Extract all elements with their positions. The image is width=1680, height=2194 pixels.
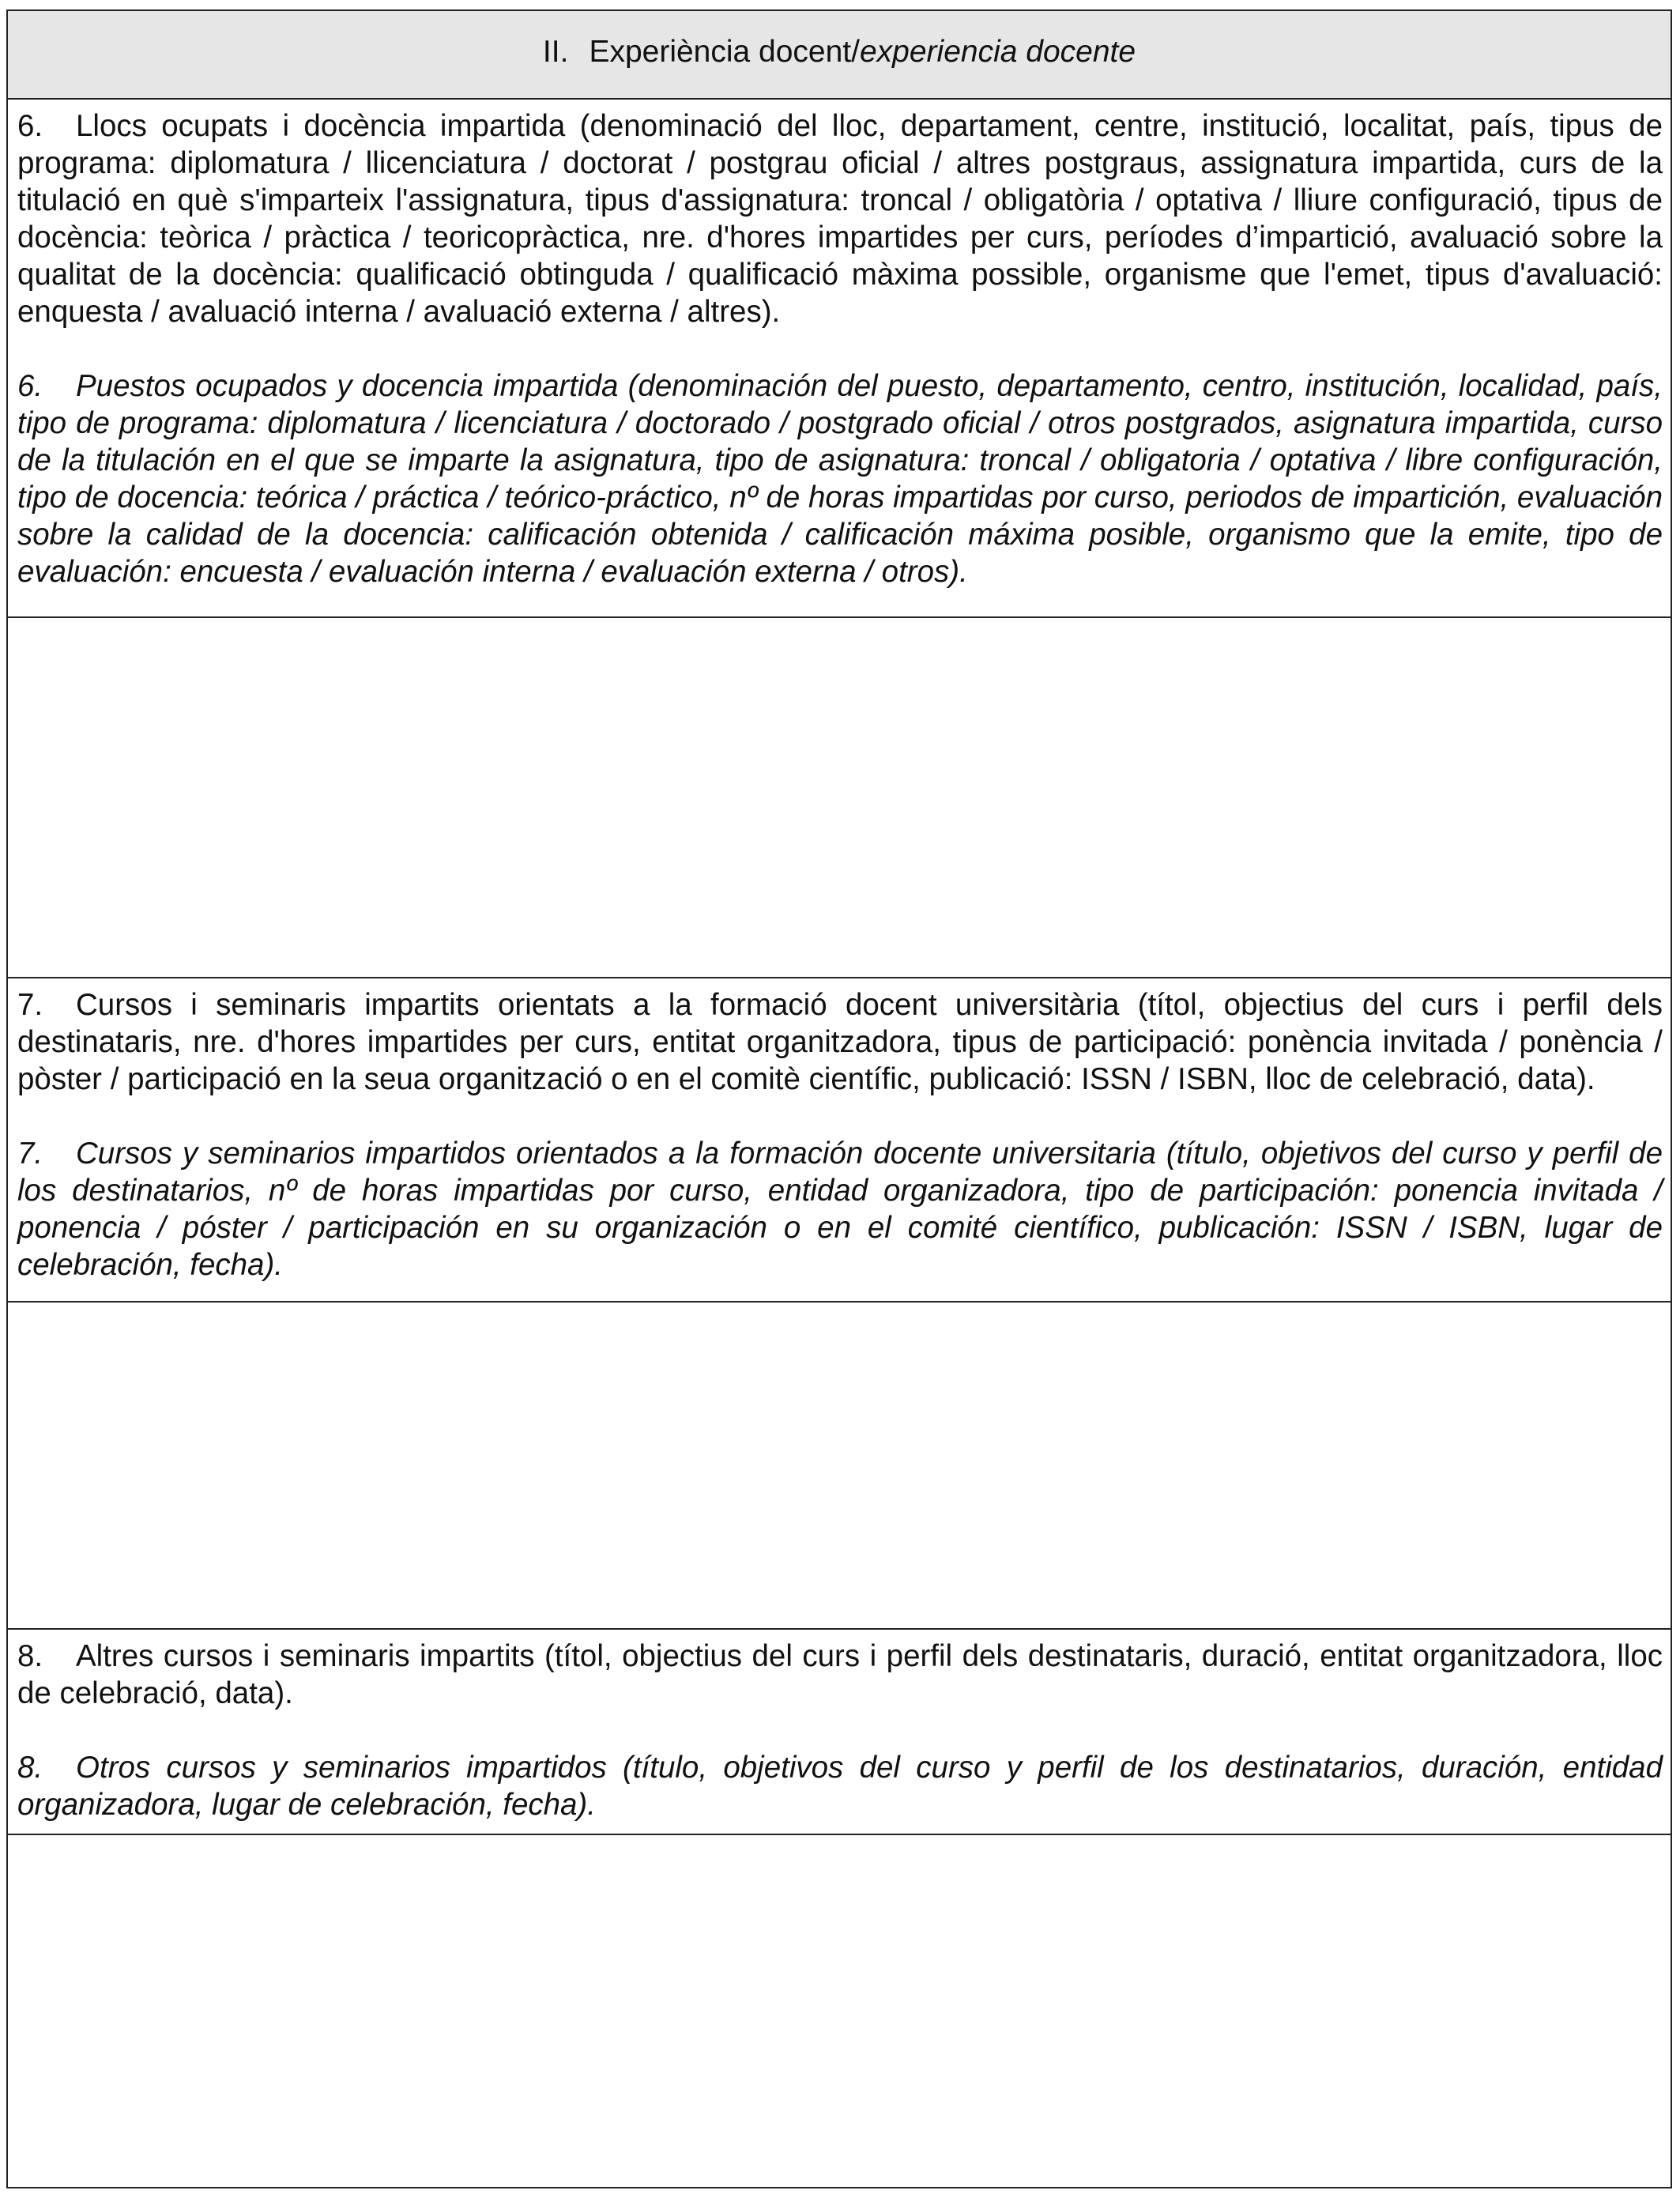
item-6-es: 6. Puestos ocupados y docencia impartida (denominación del puesto, departamento, centro, institución, localidad, país, tipo de programa: diplomatura / licenciatura / doctorado / postgrado oficial / otros postgrados, asignatura impartida, curso de la titulación en el que se imparte la asignatura, tipo de asignatura: troncal / obligatoria / optativa / libre configuración, tipo de docencia: teórica / práctica / teórico-práctico, nº de horas impartidas por curso, periodos de impartición, evaluación sobre la calidad de la docencia: calificación obtenida / calificación máxima posible, organismo que la emite, tipo de evaluación: encuesta / evaluación interna / evaluación externa / otros). [17,369,1663,589]
item-6-description [8,98,1671,616]
item-7-answer-area[interactable] [8,1301,1671,1628]
item-8-answer-area[interactable] [8,1834,1671,2187]
item-8-ca: 8. Altres cursos i seminaris impartits (títol, objectius del curs i perfil dels destinataris, duració, entitat organitzadora, lloc de celebració, data). [17,1639,1663,1710]
section-title-ca: Experiència docent/ [589,35,860,69]
section-number: II. [542,35,569,69]
item-7-es: 7. Cursos y seminarios impartidos orientados a la formación docente universitaria (título, objetivos del curso y perfil de los destinatarios, nº de horas impartidas por curso, entidad organizadora, tipo de participación: ponencia invitada / ponencia / póster / participación en su organización o en el comité científico, publicación: ISSN / ISBN, lugar de celebración, fecha). [17,1137,1663,1282]
item-7-description [8,977,1671,1301]
section-title-es: experiencia docente [859,35,1136,69]
teaching-experience-form [6,9,1672,2188]
item-6-answer-area[interactable] [8,616,1671,977]
item-8-es: 8. Otros cursos y seminarios impartidos (título, objetivos del curso y perfil de los destinatarios, duración, entidad organizadora, lugar de celebración, fecha). [17,1751,1663,1822]
section-header [8,11,1671,98]
item-6-ca: 6. Llocs ocupats i docència impartida (denominació del lloc, departament, centre, institució, localitat, país, tipus de programa: diplomatura / llicenciatura / doctorat / postgrau oficial / altres postgraus, assignatura impartida, curs de la titulació en què s'imparteix l'assignatura, tipus d'assignatura: troncal / obligatòria / optativa / lliure configuració, tipus de docència: teòrica / pràctica / teoricopràctica, nre. d'hores impartides per curs, períodes d’impartició, avaluació sobre la qualitat de la docència: qualificació obtinguda / qualificació màxima possible, organisme que l'emet, tipus d'avaluació: enquesta / avaluació interna / avaluació externa / altres). [17,109,1663,329]
item-7-ca: 7. Cursos i seminaris impartits orientats a la formació docent universitària (títol, objectius del curs i perfil dels destinataris, nre. d'hores impartides per curs, entitat organitzadora, tipus de participació: ponència invitada / ponència / pòster / participació en la seua organització o en el comitè científic, publicació: ISSN / ISBN, lloc de celebració, data). [17,988,1663,1096]
item-8-description [8,1628,1671,1834]
